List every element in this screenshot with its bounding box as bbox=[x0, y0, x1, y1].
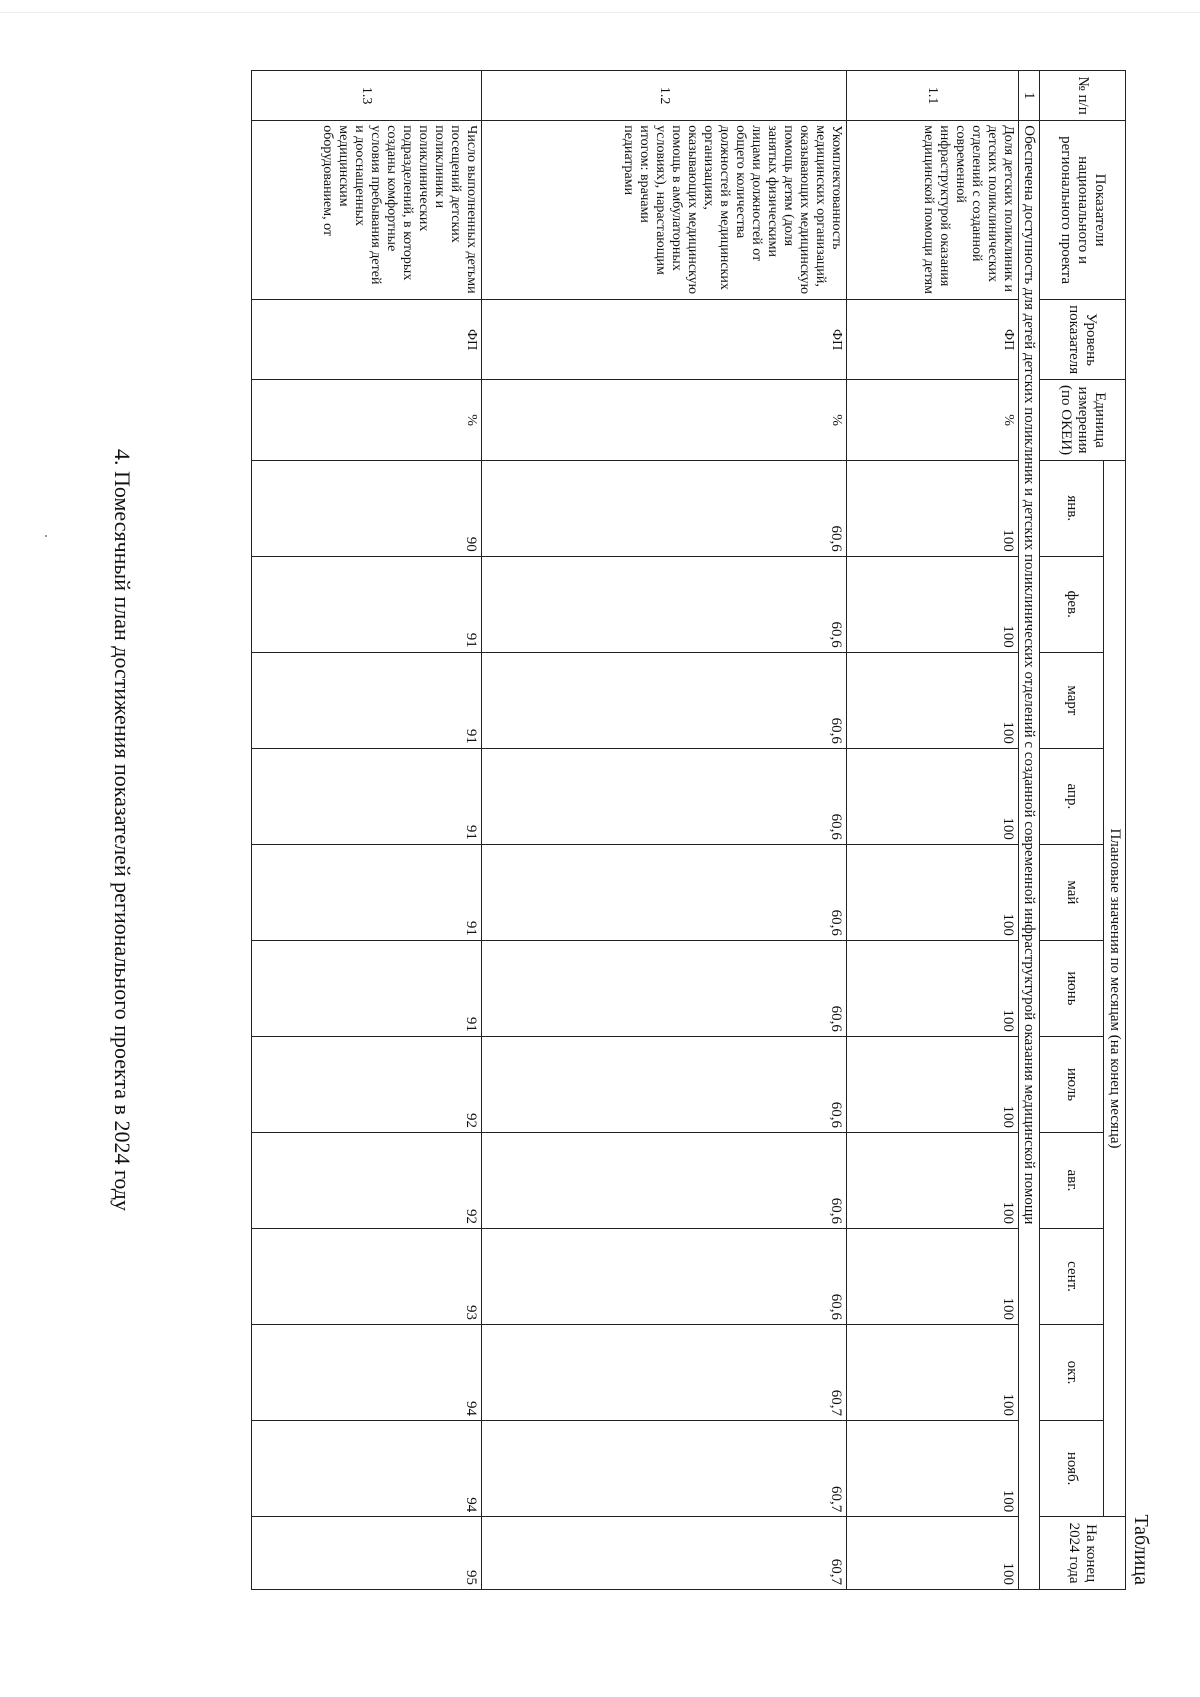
row-end-year: 95 bbox=[252, 1517, 482, 1590]
rotated-sheet bbox=[90, 70, 1150, 1590]
header-month: фев. bbox=[1040, 556, 1104, 652]
row-value: 100 bbox=[847, 1036, 1019, 1132]
row-value: 100 bbox=[847, 556, 1019, 652]
row-value: 100 bbox=[847, 1228, 1019, 1324]
row-value: 94 bbox=[252, 1421, 482, 1517]
table-row bbox=[252, 71, 482, 1590]
row-value: 91 bbox=[252, 844, 482, 940]
row-value: 60,6 bbox=[482, 1228, 847, 1324]
row-value: 100 bbox=[847, 1421, 1019, 1517]
header-month: окт. bbox=[1040, 1325, 1104, 1421]
row-no: 1.3 bbox=[252, 71, 482, 121]
row-value: 60,6 bbox=[482, 748, 847, 844]
header-end-year: На конец 2024 года bbox=[1040, 1517, 1126, 1590]
table-row bbox=[482, 71, 847, 1590]
section-row bbox=[1019, 71, 1040, 1590]
row-indicator: Доля детских поликлиник и детских поликлинических отделений с созданной современной инфраструктурой оказания медицинской помощи детям bbox=[847, 121, 1019, 300]
header-month: апр. bbox=[1040, 748, 1104, 844]
row-value: 60,6 bbox=[482, 1036, 847, 1132]
row-value: 94 bbox=[252, 1325, 482, 1421]
row-no: 1.2 bbox=[482, 71, 847, 121]
header-no: № п/п bbox=[1040, 71, 1126, 121]
row-unit: % bbox=[847, 380, 1019, 460]
header-unit: Единица измерения (по ОКЕИ) bbox=[1040, 380, 1126, 460]
row-value: 60,6 bbox=[482, 844, 847, 940]
row-value: 100 bbox=[847, 748, 1019, 844]
row-value: 91 bbox=[252, 940, 482, 1036]
header-month: май bbox=[1040, 844, 1104, 940]
row-level: ФП bbox=[252, 299, 482, 379]
section-no: 1 bbox=[1019, 71, 1040, 121]
row-value: 91 bbox=[252, 748, 482, 844]
row-value: 91 bbox=[252, 556, 482, 652]
header-month: нояб. bbox=[1040, 1421, 1104, 1517]
row-no: 1.1 bbox=[847, 71, 1019, 121]
row-value: 100 bbox=[847, 940, 1019, 1036]
row-indicator: Укомплектованность медицинских организаций, оказывающих медицинскую помощь детям (доля занятых физическими лицами должностей от общего количества должностей в медицинских организациях, оказывающих медицинскую помощь в амбулаторных условиях), нарастающим итогом: врачами педиатрами bbox=[482, 121, 847, 300]
row-level: ФП bbox=[847, 299, 1019, 379]
header-planned: Плановые значения по месяцам (на конец месяца) bbox=[1104, 460, 1126, 1517]
row-value: 93 bbox=[252, 1228, 482, 1324]
document-title: 4. Помесячный план достижения показателей регионального проекта в 2024 году bbox=[110, 448, 135, 1211]
row-value: 92 bbox=[252, 1132, 482, 1228]
header-month: март bbox=[1040, 652, 1104, 748]
row-value: 60,6 bbox=[482, 1132, 847, 1228]
row-unit: % bbox=[252, 380, 482, 460]
header-month: янв. bbox=[1040, 460, 1104, 556]
table-row bbox=[847, 71, 1019, 1590]
table-label: Таблица bbox=[1130, 1514, 1152, 1585]
header-level: Уровень показателя bbox=[1040, 299, 1126, 379]
row-value: 60,7 bbox=[482, 1325, 847, 1421]
header-month: сент. bbox=[1040, 1228, 1104, 1324]
row-value: 91 bbox=[252, 652, 482, 748]
row-value: 60,6 bbox=[482, 460, 847, 556]
header-month: июнь bbox=[1040, 940, 1104, 1036]
scan-speck bbox=[45, 535, 47, 537]
scan-edge-line bbox=[0, 12, 1200, 13]
row-end-year: 100 bbox=[847, 1517, 1019, 1590]
header-month: авг. bbox=[1040, 1132, 1104, 1228]
row-value: 60,6 bbox=[482, 940, 847, 1036]
row-value: 60,7 bbox=[482, 1421, 847, 1517]
row-value: 90 bbox=[252, 460, 482, 556]
row-end-year: 60,7 bbox=[482, 1517, 847, 1590]
section-text: Обеспечена доступность для детей детских поликлиник и детских поликлинических отделений с созданной современной инфраструктурой оказания медицинской помощи bbox=[1019, 121, 1040, 1590]
row-value: 100 bbox=[847, 460, 1019, 556]
row-level: ФП bbox=[482, 299, 847, 379]
header-month: июль bbox=[1040, 1036, 1104, 1132]
row-value: 92 bbox=[252, 1036, 482, 1132]
row-value: 100 bbox=[847, 652, 1019, 748]
row-value: 60,6 bbox=[482, 652, 847, 748]
row-value: 100 bbox=[847, 844, 1019, 940]
row-value: 100 bbox=[847, 1132, 1019, 1228]
row-indicator: Число выполненных детьми посещений детских поликлиник и поликлинических подразделений, в которых созданы комфортные условия пребывания детей и дооснащенных медицинским оборудованием, от bbox=[252, 121, 482, 300]
monthly-plan-table bbox=[251, 70, 1126, 1590]
row-unit: % bbox=[482, 380, 847, 460]
row-value: 100 bbox=[847, 1325, 1019, 1421]
row-value: 60,6 bbox=[482, 556, 847, 652]
header-indicator: Показатели национального и регионального проекта bbox=[1040, 121, 1126, 300]
